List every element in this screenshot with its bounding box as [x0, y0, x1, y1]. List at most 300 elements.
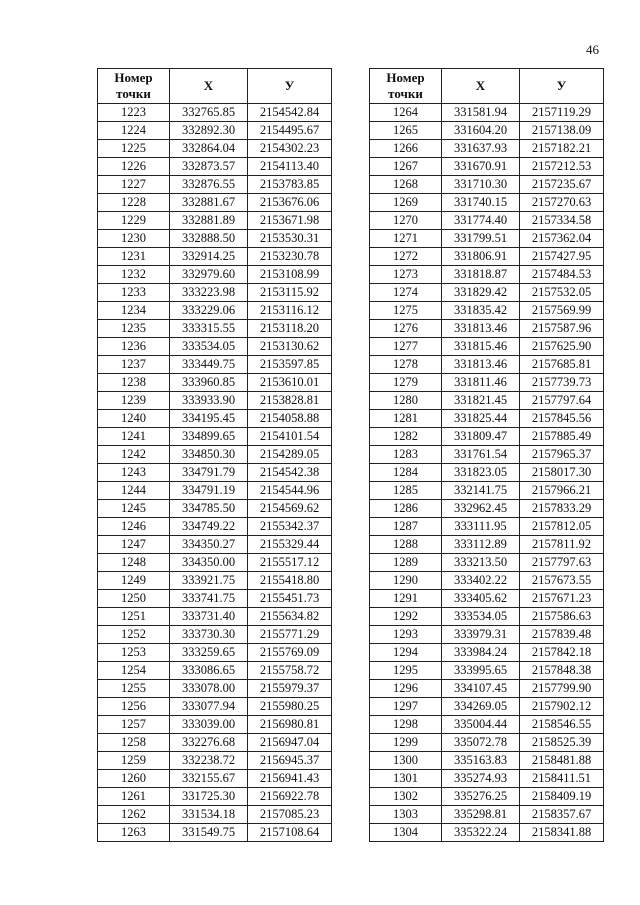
cell-point-number: 1234 — [98, 302, 170, 320]
cell-x: 333315.55 — [170, 320, 248, 338]
cell-x: 333405.62 — [442, 590, 520, 608]
table-row — [98, 608, 332, 626]
cell-y: 2157799.90 — [520, 680, 604, 698]
cell-y: 2153610.01 — [248, 374, 332, 392]
table-row — [370, 572, 604, 590]
cell-y: 2155451.73 — [248, 590, 332, 608]
table-row — [370, 356, 604, 374]
table-row — [98, 626, 332, 644]
cell-y: 2153108.99 — [248, 266, 332, 284]
cell-x: 335276.25 — [442, 788, 520, 806]
cell-y: 2157484.53 — [520, 266, 604, 284]
cell-point-number: 1227 — [98, 176, 170, 194]
table-row — [370, 752, 604, 770]
table-row — [370, 824, 604, 842]
cell-point-number: 1266 — [370, 140, 442, 158]
cell-y: 2157885.49 — [520, 428, 604, 446]
cell-y: 2154101.54 — [248, 428, 332, 446]
cell-y: 2157902.12 — [520, 698, 604, 716]
cell-x: 333229.06 — [170, 302, 248, 320]
table-row — [370, 734, 604, 752]
table-row — [370, 212, 604, 230]
cell-point-number: 1288 — [370, 536, 442, 554]
cell-x: 331809.47 — [442, 428, 520, 446]
cell-x: 335298.81 — [442, 806, 520, 824]
cell-y: 2157586.63 — [520, 608, 604, 626]
table-row — [370, 140, 604, 158]
cell-y: 2156947.04 — [248, 734, 332, 752]
cell-point-number: 1290 — [370, 572, 442, 590]
cell-x: 335274.93 — [442, 770, 520, 788]
cell-y: 2153130.62 — [248, 338, 332, 356]
cell-y: 2158481.88 — [520, 752, 604, 770]
table-header-row — [370, 69, 604, 104]
cell-y: 2155329.44 — [248, 536, 332, 554]
cell-x: 331740.15 — [442, 194, 520, 212]
cell-y: 2158357.67 — [520, 806, 604, 824]
table-row — [98, 158, 332, 176]
cell-y: 2154544.96 — [248, 482, 332, 500]
cell-point-number: 1284 — [370, 464, 442, 482]
cell-x: 333078.00 — [170, 680, 248, 698]
cell-x: 333921.75 — [170, 572, 248, 590]
cell-point-number: 1298 — [370, 716, 442, 734]
table-row — [370, 266, 604, 284]
cell-x: 333984.24 — [442, 644, 520, 662]
cell-x: 333449.75 — [170, 356, 248, 374]
table-row — [370, 464, 604, 482]
cell-point-number: 1265 — [370, 122, 442, 140]
cell-y: 2157812.05 — [520, 518, 604, 536]
table-row — [98, 464, 332, 482]
cell-point-number: 1230 — [98, 230, 170, 248]
cell-x: 333933.90 — [170, 392, 248, 410]
cell-y: 2156922.78 — [248, 788, 332, 806]
cell-y: 2153230.78 — [248, 248, 332, 266]
table-row — [98, 374, 332, 392]
cell-point-number: 1268 — [370, 176, 442, 194]
table-row — [98, 644, 332, 662]
cell-y: 2157811.92 — [520, 536, 604, 554]
cell-x: 333039.00 — [170, 716, 248, 734]
cell-point-number: 1228 — [98, 194, 170, 212]
cell-x: 333960.85 — [170, 374, 248, 392]
cell-x: 331813.46 — [442, 356, 520, 374]
cell-x: 331637.93 — [442, 140, 520, 158]
cell-point-number: 1271 — [370, 230, 442, 248]
cell-point-number: 1274 — [370, 284, 442, 302]
cell-point-number: 1251 — [98, 608, 170, 626]
cell-x: 331815.46 — [442, 338, 520, 356]
cell-y: 2157625.90 — [520, 338, 604, 356]
cell-x: 331761.54 — [442, 446, 520, 464]
table-row — [98, 806, 332, 824]
cell-x: 332873.57 — [170, 158, 248, 176]
cell-x: 331604.20 — [442, 122, 520, 140]
table-row — [98, 572, 332, 590]
cell-y: 2153676.06 — [248, 194, 332, 212]
cell-point-number: 1269 — [370, 194, 442, 212]
table-row — [370, 716, 604, 734]
table-row — [370, 536, 604, 554]
table-header-row — [98, 69, 332, 104]
cell-point-number: 1254 — [98, 662, 170, 680]
cell-point-number: 1304 — [370, 824, 442, 842]
cell-x: 331710.30 — [442, 176, 520, 194]
cell-point-number: 1260 — [98, 770, 170, 788]
cell-x: 333534.05 — [442, 608, 520, 626]
cell-point-number: 1229 — [98, 212, 170, 230]
table-row — [98, 266, 332, 284]
table-row — [98, 536, 332, 554]
cell-y: 2158546.55 — [520, 716, 604, 734]
cell-point-number: 1237 — [98, 356, 170, 374]
header-x: Х — [442, 69, 520, 104]
cell-x: 331725.30 — [170, 788, 248, 806]
table-row — [98, 500, 332, 518]
table-row — [370, 500, 604, 518]
table-row — [98, 410, 332, 428]
table-body-right — [370, 104, 604, 842]
cell-x: 333731.40 — [170, 608, 248, 626]
cell-x: 331774.40 — [442, 212, 520, 230]
table-row — [98, 716, 332, 734]
table-row — [98, 320, 332, 338]
cell-y: 2154113.40 — [248, 158, 332, 176]
cell-y: 2154058.88 — [248, 410, 332, 428]
cell-x: 333077.94 — [170, 698, 248, 716]
cell-point-number: 1224 — [98, 122, 170, 140]
cell-point-number: 1242 — [98, 446, 170, 464]
cell-x: 334350.27 — [170, 536, 248, 554]
cell-point-number: 1257 — [98, 716, 170, 734]
cell-x: 334791.79 — [170, 464, 248, 482]
cell-x: 331811.46 — [442, 374, 520, 392]
cell-point-number: 1272 — [370, 248, 442, 266]
cell-point-number: 1277 — [370, 338, 442, 356]
cell-point-number: 1239 — [98, 392, 170, 410]
cell-point-number: 1267 — [370, 158, 442, 176]
cell-x: 332876.55 — [170, 176, 248, 194]
table-row — [370, 392, 604, 410]
table-row — [370, 248, 604, 266]
cell-x: 332888.50 — [170, 230, 248, 248]
cell-point-number: 1245 — [98, 500, 170, 518]
cell-y: 2156945.37 — [248, 752, 332, 770]
cell-y: 2155980.25 — [248, 698, 332, 716]
cell-point-number: 1300 — [370, 752, 442, 770]
cell-point-number: 1279 — [370, 374, 442, 392]
cell-y: 2157427.95 — [520, 248, 604, 266]
cell-x: 331818.87 — [442, 266, 520, 284]
cell-point-number: 1276 — [370, 320, 442, 338]
cell-point-number: 1283 — [370, 446, 442, 464]
table-row — [370, 482, 604, 500]
coordinates-table-right — [369, 68, 604, 842]
cell-point-number: 1231 — [98, 248, 170, 266]
table-row — [370, 788, 604, 806]
cell-x: 331549.75 — [170, 824, 248, 842]
cell-y: 2155517.12 — [248, 554, 332, 572]
table-row — [370, 644, 604, 662]
coordinates-table-left — [97, 68, 332, 842]
table-row — [370, 302, 604, 320]
cell-x: 333213.50 — [442, 554, 520, 572]
cell-point-number: 1280 — [370, 392, 442, 410]
table-row — [370, 806, 604, 824]
cell-point-number: 1248 — [98, 554, 170, 572]
table-row — [98, 734, 332, 752]
table-row — [98, 194, 332, 212]
cell-point-number: 1244 — [98, 482, 170, 500]
cell-x: 332962.45 — [442, 500, 520, 518]
cell-point-number: 1297 — [370, 698, 442, 716]
table-row — [98, 212, 332, 230]
cell-x: 335004.44 — [442, 716, 520, 734]
cell-x: 331813.46 — [442, 320, 520, 338]
cell-point-number: 1240 — [98, 410, 170, 428]
cell-y: 2154569.62 — [248, 500, 332, 518]
cell-y: 2158017.30 — [520, 464, 604, 482]
table-row — [98, 284, 332, 302]
cell-x: 332765.85 — [170, 104, 248, 122]
cell-point-number: 1247 — [98, 536, 170, 554]
cell-x: 331670.91 — [442, 158, 520, 176]
cell-point-number: 1273 — [370, 266, 442, 284]
cell-point-number: 1241 — [98, 428, 170, 446]
cell-y: 2157848.38 — [520, 662, 604, 680]
cell-x: 334791.19 — [170, 482, 248, 500]
cell-y: 2157671.23 — [520, 590, 604, 608]
table-row — [370, 158, 604, 176]
cell-point-number: 1278 — [370, 356, 442, 374]
table-row — [370, 680, 604, 698]
cell-point-number: 1236 — [98, 338, 170, 356]
cell-y: 2155342.37 — [248, 518, 332, 536]
table-row — [98, 248, 332, 266]
cell-y: 2157685.81 — [520, 356, 604, 374]
cell-x: 332914.25 — [170, 248, 248, 266]
cell-x: 334785.50 — [170, 500, 248, 518]
cell-x: 331534.18 — [170, 806, 248, 824]
table-row — [98, 122, 332, 140]
cell-x: 332881.89 — [170, 212, 248, 230]
cell-x: 333534.05 — [170, 338, 248, 356]
cell-point-number: 1258 — [98, 734, 170, 752]
cell-point-number: 1291 — [370, 590, 442, 608]
table-row — [370, 518, 604, 536]
cell-point-number: 1252 — [98, 626, 170, 644]
table-row — [370, 554, 604, 572]
table-row — [98, 230, 332, 248]
header-y: У — [520, 69, 604, 104]
cell-point-number: 1255 — [98, 680, 170, 698]
table-row — [370, 662, 604, 680]
cell-point-number: 1259 — [98, 752, 170, 770]
table-row — [98, 788, 332, 806]
cell-x: 332276.68 — [170, 734, 248, 752]
cell-x: 335072.78 — [442, 734, 520, 752]
cell-x: 332864.04 — [170, 140, 248, 158]
cell-x: 334899.65 — [170, 428, 248, 446]
cell-point-number: 1264 — [370, 104, 442, 122]
cell-y: 2157270.63 — [520, 194, 604, 212]
table-row — [370, 446, 604, 464]
cell-point-number: 1303 — [370, 806, 442, 824]
table-row — [98, 752, 332, 770]
cell-y: 2157138.09 — [520, 122, 604, 140]
cell-x: 333741.75 — [170, 590, 248, 608]
cell-y: 2157966.21 — [520, 482, 604, 500]
cell-x: 333223.98 — [170, 284, 248, 302]
page-number: 46 — [586, 42, 599, 57]
cell-x: 333086.65 — [170, 662, 248, 680]
cell-y: 2155769.09 — [248, 644, 332, 662]
table-row — [370, 122, 604, 140]
header-x: Х — [170, 69, 248, 104]
table-row — [370, 320, 604, 338]
cell-y: 2157119.29 — [520, 104, 604, 122]
cell-point-number: 1249 — [98, 572, 170, 590]
cell-point-number: 1233 — [98, 284, 170, 302]
cell-y: 2155771.29 — [248, 626, 332, 644]
header-point-number: Номер точки — [98, 69, 170, 104]
cell-point-number: 1275 — [370, 302, 442, 320]
cell-x: 331806.91 — [442, 248, 520, 266]
cell-y: 2157362.04 — [520, 230, 604, 248]
cell-point-number: 1226 — [98, 158, 170, 176]
cell-y: 2155418.80 — [248, 572, 332, 590]
cell-point-number: 1294 — [370, 644, 442, 662]
cell-x: 333730.30 — [170, 626, 248, 644]
cell-x: 335163.83 — [442, 752, 520, 770]
cell-x: 334269.05 — [442, 698, 520, 716]
cell-y: 2154495.67 — [248, 122, 332, 140]
cell-y: 2157797.63 — [520, 554, 604, 572]
cell-y: 2157587.96 — [520, 320, 604, 338]
table-row — [98, 140, 332, 158]
cell-point-number: 1232 — [98, 266, 170, 284]
cell-x: 332881.67 — [170, 194, 248, 212]
cell-y: 2157569.99 — [520, 302, 604, 320]
cell-point-number: 1262 — [98, 806, 170, 824]
cell-x: 331829.42 — [442, 284, 520, 302]
cell-y: 2157085.23 — [248, 806, 332, 824]
cell-point-number: 1282 — [370, 428, 442, 446]
cell-point-number: 1293 — [370, 626, 442, 644]
cell-y: 2154542.84 — [248, 104, 332, 122]
table-row — [98, 482, 332, 500]
header-y: У — [248, 69, 332, 104]
table-row — [370, 626, 604, 644]
cell-y: 2153671.98 — [248, 212, 332, 230]
cell-x: 331821.45 — [442, 392, 520, 410]
table-row — [98, 518, 332, 536]
cell-point-number: 1225 — [98, 140, 170, 158]
cell-x: 332892.30 — [170, 122, 248, 140]
cell-point-number: 1289 — [370, 554, 442, 572]
cell-point-number: 1250 — [98, 590, 170, 608]
table-row — [98, 356, 332, 374]
table-row — [370, 338, 604, 356]
cell-y: 2157182.21 — [520, 140, 604, 158]
cell-point-number: 1286 — [370, 500, 442, 518]
table-row — [370, 104, 604, 122]
cell-x: 333112.89 — [442, 536, 520, 554]
cell-point-number: 1243 — [98, 464, 170, 482]
cell-y: 2157797.64 — [520, 392, 604, 410]
cell-x: 333402.22 — [442, 572, 520, 590]
cell-y: 2158341.88 — [520, 824, 604, 842]
table-row — [98, 392, 332, 410]
cell-point-number: 1302 — [370, 788, 442, 806]
table-row — [370, 608, 604, 626]
cell-y: 2156941.43 — [248, 770, 332, 788]
cell-y: 2157965.37 — [520, 446, 604, 464]
cell-y: 2154302.23 — [248, 140, 332, 158]
table-row — [370, 428, 604, 446]
table-row — [98, 338, 332, 356]
cell-x: 333259.65 — [170, 644, 248, 662]
cell-x: 334195.45 — [170, 410, 248, 428]
cell-x: 332155.67 — [170, 770, 248, 788]
cell-x: 331823.05 — [442, 464, 520, 482]
cell-y: 2157839.48 — [520, 626, 604, 644]
table-row — [98, 446, 332, 464]
cell-point-number: 1261 — [98, 788, 170, 806]
cell-x: 333111.95 — [442, 518, 520, 536]
table-row — [98, 770, 332, 788]
cell-y: 2153828.81 — [248, 392, 332, 410]
cell-y: 2156980.81 — [248, 716, 332, 734]
table-row — [370, 230, 604, 248]
cell-point-number: 1292 — [370, 608, 442, 626]
cell-y: 2153115.92 — [248, 284, 332, 302]
cell-x: 331799.51 — [442, 230, 520, 248]
cell-y: 2155758.72 — [248, 662, 332, 680]
cell-x: 332141.75 — [442, 482, 520, 500]
table-body-left — [98, 104, 332, 842]
cell-y: 2158525.39 — [520, 734, 604, 752]
cell-point-number: 1285 — [370, 482, 442, 500]
cell-x: 333995.65 — [442, 662, 520, 680]
cell-y: 2155979.37 — [248, 680, 332, 698]
cell-point-number: 1223 — [98, 104, 170, 122]
table-row — [98, 302, 332, 320]
cell-point-number: 1246 — [98, 518, 170, 536]
cell-y: 2157673.55 — [520, 572, 604, 590]
cell-x: 331581.94 — [442, 104, 520, 122]
cell-x: 334850.30 — [170, 446, 248, 464]
table-row — [370, 770, 604, 788]
cell-y: 2158409.19 — [520, 788, 604, 806]
cell-x: 332979.60 — [170, 266, 248, 284]
cell-y: 2157833.29 — [520, 500, 604, 518]
cell-x: 335322.24 — [442, 824, 520, 842]
cell-y: 2157845.56 — [520, 410, 604, 428]
table-row — [98, 176, 332, 194]
cell-point-number: 1301 — [370, 770, 442, 788]
cell-y: 2153597.85 — [248, 356, 332, 374]
cell-x: 331835.42 — [442, 302, 520, 320]
table-row — [370, 284, 604, 302]
cell-y: 2157235.67 — [520, 176, 604, 194]
cell-y: 2158411.51 — [520, 770, 604, 788]
table-row — [370, 698, 604, 716]
cell-y: 2157334.58 — [520, 212, 604, 230]
table-row — [98, 554, 332, 572]
table-row — [98, 698, 332, 716]
